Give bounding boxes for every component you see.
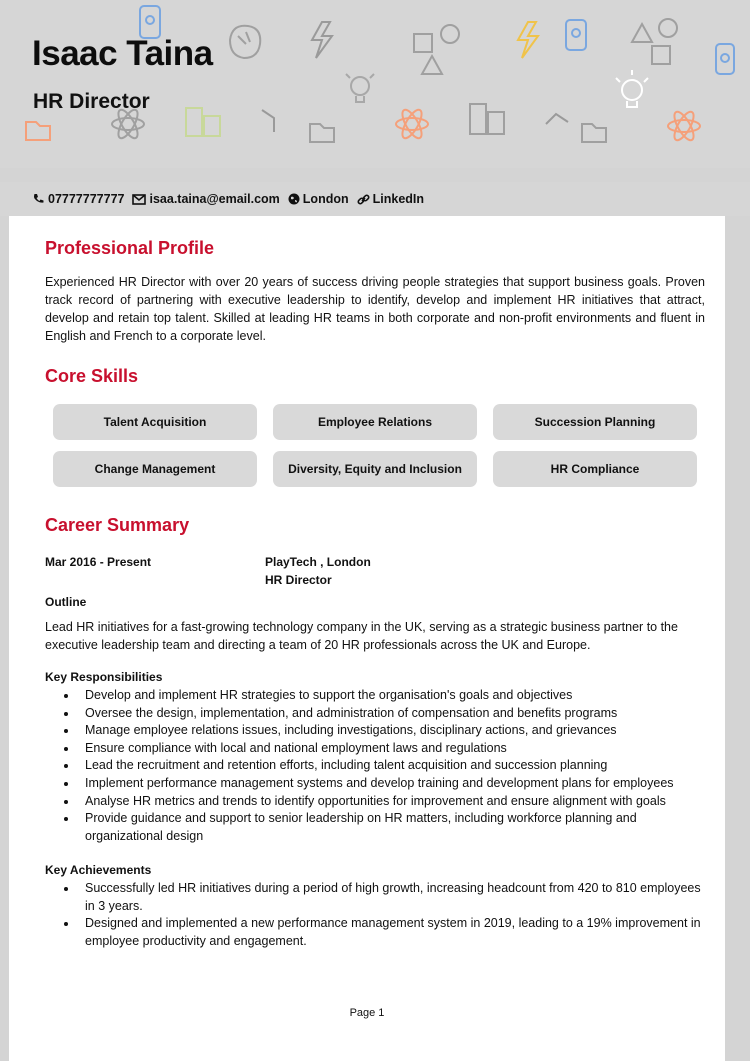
candidate-name: Isaac Taina xyxy=(32,34,213,73)
list-item: Develop and implement HR strategies to support the organisation's goals and objectives xyxy=(45,687,705,705)
list-item: Ensure compliance with local and national employment laws and regulations xyxy=(45,740,705,758)
atom-doodle-icon xyxy=(668,109,700,143)
achievements-heading: Key Achievements xyxy=(45,863,152,877)
lightbulb-doodle-icon xyxy=(616,70,648,107)
contact-email-text: isaa.taina@email.com xyxy=(149,192,280,206)
bracket-doodle-icon xyxy=(546,114,568,124)
resume-header xyxy=(0,0,750,168)
brain-doodle-icon xyxy=(230,26,260,58)
skills-grid xyxy=(53,404,697,487)
list-item: Lead the recruitment and retention efforts, including talent acquisition and succession planning xyxy=(45,757,705,775)
career-heading: Career Summary xyxy=(45,515,190,535)
list-item: Manage employee relations issues, including investigations, disciplinary actions, and grievances xyxy=(45,722,705,740)
contact-phone-text: 07777777777 xyxy=(48,192,125,206)
job-role: HR Director xyxy=(265,573,332,587)
skill-chip: Change Management xyxy=(53,451,257,487)
contact-linkedin-text: LinkedIn xyxy=(372,192,425,206)
lightbulb-doodle-icon xyxy=(346,74,374,102)
skills-heading: Core Skills xyxy=(45,366,139,386)
link-icon xyxy=(357,193,370,206)
responsibilities-list xyxy=(45,687,705,845)
responsibilities-heading: Key Responsibilities xyxy=(45,670,163,684)
contact-location-text: London xyxy=(302,192,349,206)
profile-heading: Professional Profile xyxy=(45,238,215,258)
resume-body xyxy=(9,216,725,1061)
phone-icon xyxy=(33,193,45,205)
list-item: Successfully led HR initiatives during a period of high growth, increasing headcount from 420 to 810 employees in 3 years. xyxy=(45,880,705,915)
decorative-pattern xyxy=(0,0,750,168)
globe-icon xyxy=(288,193,300,205)
outline-text: Lead HR initiatives for a fast-growing technology company in the UK, serving as a strategic business partner to the executive leadership team and directing a team of 20 HR professionals across the UK and Europe. xyxy=(45,620,678,652)
candidate-title: HR Director xyxy=(33,90,150,113)
atom-doodle-icon xyxy=(396,107,428,141)
shapes-doodle-icon xyxy=(632,19,677,64)
profile-text: Experienced HR Director with over 20 years of success driving people strategies that support business goals. Proven track record of partnering with executive leadership to identify, develop and implement HR initiatives that attract, develop and retain top talent. Skilled at leading HR teams in both corporate and non-profit environments and fluent in English and French to a corporate level. xyxy=(45,275,705,343)
bracket-doodle-icon xyxy=(262,110,274,132)
contact-bar xyxy=(0,182,750,216)
contact-phone[interactable] xyxy=(33,192,124,206)
phone-doodle-icon xyxy=(566,20,586,50)
skill-chip: Talent Acquisition xyxy=(53,404,257,440)
skill-chip: Succession Planning xyxy=(493,404,697,440)
skill-chip: Employee Relations xyxy=(273,404,477,440)
shapes-doodle-icon xyxy=(414,25,459,74)
folder-doodle-icon xyxy=(26,122,50,140)
folder-doodle-icon xyxy=(582,124,606,142)
page-number: Page 1 xyxy=(349,1007,385,1019)
skill-chip: Diversity, Equity and Inclusion xyxy=(273,451,477,487)
list-item: Oversee the design, implementation, and administration of compensation and benefits programs xyxy=(45,705,705,723)
lightning-doodle-icon xyxy=(518,22,538,58)
buildings-doodle-icon xyxy=(186,108,220,136)
outline-heading: Outline xyxy=(45,595,87,609)
contact-linkedin[interactable] xyxy=(357,192,424,206)
buildings-doodle-icon xyxy=(470,104,504,134)
achievements-list xyxy=(45,880,705,950)
list-item: Implement performance management systems and develop training and development plans for employees xyxy=(45,775,705,793)
phone-doodle-icon xyxy=(716,44,734,74)
contact-email[interactable] xyxy=(132,192,279,206)
job-dates: Mar 2016 - Present xyxy=(45,555,152,569)
job-company: PlayTech , London xyxy=(265,555,371,569)
envelope-icon xyxy=(132,194,146,205)
lightning-doodle-icon xyxy=(312,22,332,58)
list-item: Designed and implemented a new performance management system in 2019, leading to a 19% improvement in employee productivity and engagement. xyxy=(45,915,705,950)
list-item: Provide guidance and support to senior leadership on HR matters, including workforce planning and organizational design xyxy=(45,810,705,845)
list-item: Analyse HR metrics and trends to identify opportunities for improvement and ensure alignment with goals xyxy=(45,793,705,811)
folder-doodle-icon xyxy=(310,124,334,142)
contact-location xyxy=(288,192,349,206)
skill-chip: HR Compliance xyxy=(493,451,697,487)
